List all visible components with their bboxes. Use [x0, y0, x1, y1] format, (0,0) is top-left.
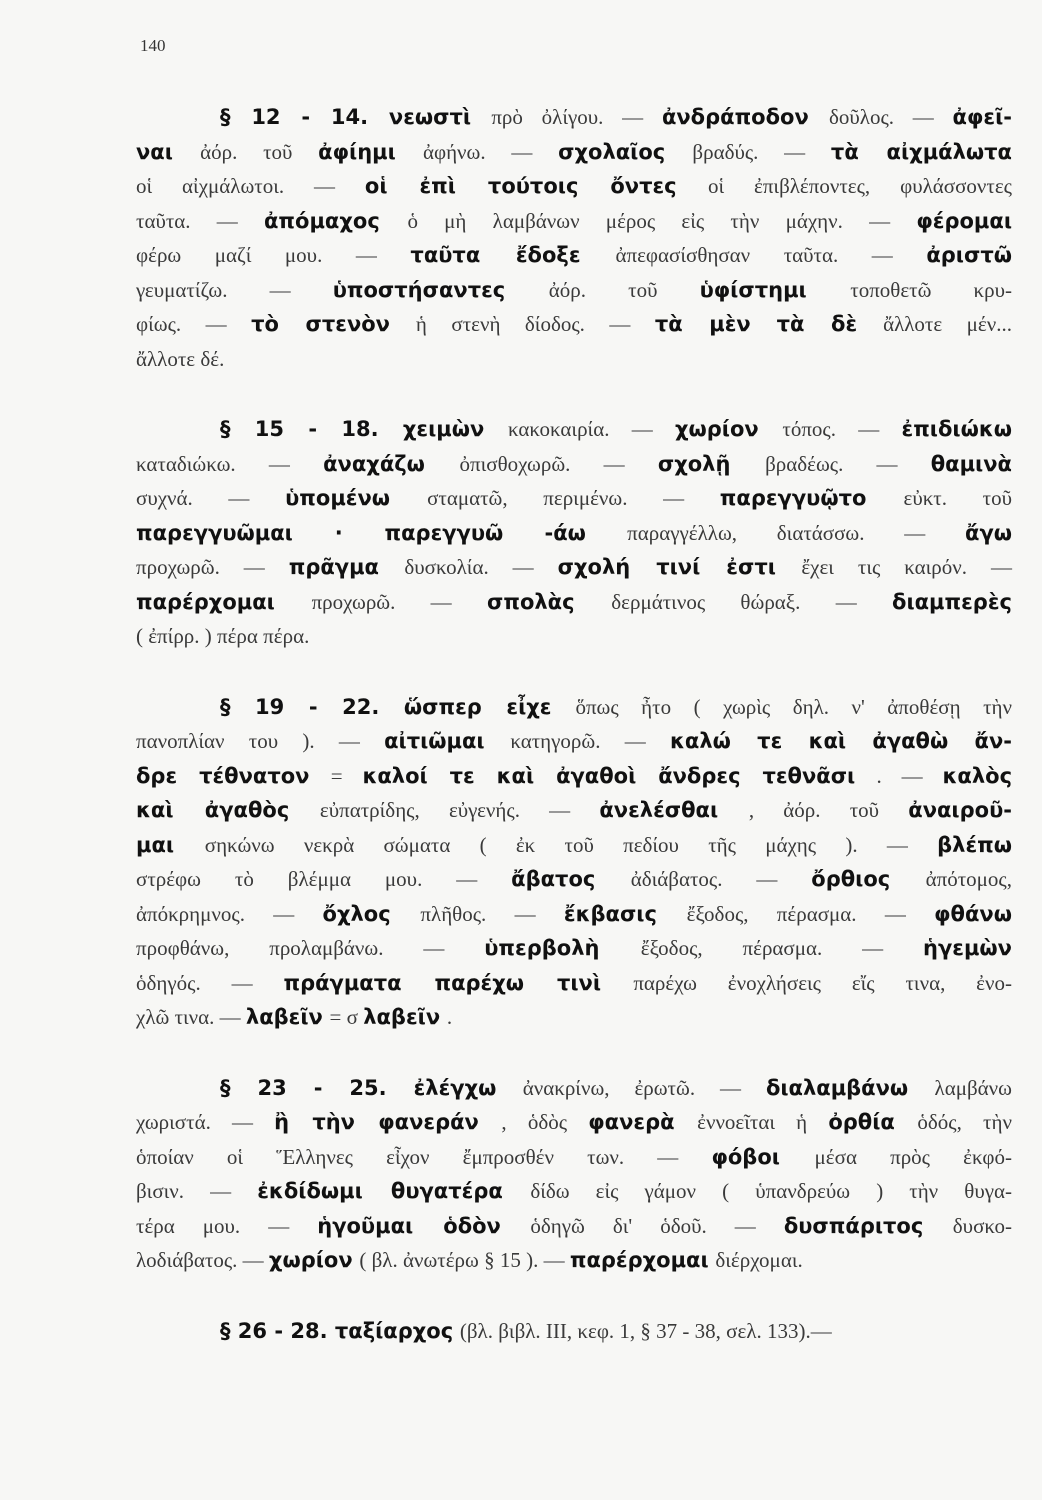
text-line	[136, 238, 1012, 273]
text-line	[136, 1140, 1012, 1175]
definition-text: λοδιάβατος. —	[136, 1248, 269, 1272]
headword: σχολή τινί ἐστι	[557, 555, 776, 579]
headword: σπολὰς	[486, 589, 575, 614]
definition-text: ἀόρ. τοῦ	[200, 139, 319, 164]
headword: ἡγοῦμαι ὁδὸν	[317, 1213, 501, 1238]
definition-text: προχωρῶ. —	[136, 555, 289, 579]
headword: τὰ δὲ	[776, 312, 858, 336]
definition-text: οἱ αἰχμάλωτοι. —	[136, 174, 365, 198]
headword: πρᾶγμα	[288, 555, 379, 579]
headword: παρέρχομαι	[136, 589, 275, 614]
definition-text: βραδύς. —	[692, 139, 831, 164]
definition-text: σηκώνω νεκρὰ σώματα ( ἐκ τοῦ πεδίου τῆς μάχης ). —	[204, 832, 938, 857]
text-line	[136, 135, 1012, 170]
definition-text: ὁ μὴ λαμβάνων μέρος εἰς τὴν μάχην. —	[407, 208, 917, 233]
definition-text: ἀπότομος,	[925, 867, 1012, 891]
headword: § 23 - 25. ἐλέγχω	[220, 1075, 497, 1100]
text-line	[136, 1105, 1012, 1140]
definition-text: .	[446, 1005, 453, 1029]
definition-text: προφθάνω, προλαμβάνω. —	[136, 936, 485, 960]
headword: ἀναιροῦ-	[908, 798, 1012, 822]
headword: ἀνελέσθαι	[599, 798, 719, 822]
headword: ἡγεμὼν	[923, 936, 1012, 960]
text-line	[136, 273, 1012, 308]
definition-text: συχνά. —	[136, 486, 286, 510]
headword: σχολαῖος	[558, 139, 666, 164]
text-line	[136, 412, 1012, 447]
headword: ἀναχάζω	[323, 451, 425, 476]
headword: χωρίον	[674, 417, 759, 441]
definition-text: παρέχω ἐνοχλήσεις εἴς τινα, ἐνο-	[633, 970, 1012, 995]
definition-text: δοῦλος. —	[828, 105, 953, 129]
definition-text: πρὸ ὀλίγου. —	[491, 105, 662, 129]
glossary-section	[136, 412, 1012, 654]
definition-text: εὐπατρίδης, εὐγενής. —	[319, 798, 600, 822]
headword: σχολῇ	[657, 451, 731, 476]
glossary-section	[136, 1314, 1012, 1349]
definition-text: ταῦτα. —	[136, 208, 264, 233]
text-line	[136, 724, 1012, 759]
headword: πράγματα παρέχω τινὶ	[283, 970, 602, 995]
definition-text: ἔξοδος, πέρασμα. —	[640, 936, 924, 960]
definition-text: τόπος. —	[782, 417, 902, 441]
definition-text: ἐννοεῖται ἡ	[697, 1110, 829, 1134]
headword: διαμπερὲς	[892, 589, 1012, 614]
headword: τὰ μὲν	[654, 312, 751, 336]
text-line	[136, 828, 1012, 863]
headword: ὑφίστημι	[699, 277, 807, 302]
definition-text: ὁδηγῶ δι' ὁδοῦ. —	[530, 1213, 784, 1238]
page-number: 140	[140, 36, 166, 55]
definition-text: ὅπως ἦτο ( χωρὶς δηλ. ν' ἀποθέσῃ τὴν	[575, 694, 1012, 719]
headword: ἐκδίδωμι θυγατέρα	[257, 1179, 503, 1203]
text-line	[136, 897, 1012, 932]
definition-text: οἱ ἐπιβλέποντες, φυλάσσοντες	[707, 174, 1012, 198]
text-line	[136, 447, 1012, 482]
headword: ὑπομένω	[285, 486, 391, 510]
text-line	[136, 1174, 1012, 1209]
headword: καὶ ἀγαθὸς	[136, 798, 290, 822]
definition-text: πλῆθος. —	[420, 901, 564, 926]
headword: καλοί τε καὶ ἀγαθοὶ ἄνδρες τεθνᾶσι	[362, 763, 856, 788]
text-line	[136, 793, 1012, 828]
headword: ναι	[136, 139, 173, 164]
definition-text: βραδέως. —	[765, 451, 931, 476]
headword: ἀπόμαχος	[264, 208, 380, 233]
definition-text: , ὁδὸς	[501, 1110, 589, 1134]
text-line	[136, 759, 1012, 794]
headword: τὰ αἰχμάλωτα	[830, 139, 1012, 164]
definition-text: εὐκτ. τοῦ	[903, 486, 1012, 510]
headword: ὑποστήσαντες	[332, 277, 506, 302]
text-line	[136, 550, 1012, 585]
headword: § 12 - 14. νεωστὶ	[220, 105, 472, 129]
headword: μαι	[136, 832, 175, 857]
headword: ἄγω	[965, 520, 1012, 545]
headword: ἐπιδιώκω	[901, 417, 1013, 441]
definition-text: στρέφω τὸ βλέμμα μου. —	[136, 867, 512, 891]
definition-text: ἀόρ. τοῦ	[548, 277, 700, 302]
headword: δρε τέθνατον	[136, 763, 310, 788]
definition-text: πανοπλίαν του ). —	[136, 729, 385, 753]
headword: ταῦτα ἔδοξε	[410, 243, 581, 267]
definition-text: προχωρῶ. —	[311, 589, 487, 614]
definition-text: ὁδός, τὴν	[917, 1110, 1012, 1134]
definition-text: ὁποίαν οἱ Ἕλληνες εἶχον ἔμπροσθέν των. —	[136, 1144, 712, 1169]
glossary-section	[136, 100, 1012, 376]
definition-text: , ἀόρ. τοῦ	[748, 798, 909, 822]
headword: οἱ ἐπὶ τούτοις ὄντες	[364, 174, 677, 198]
definition-text: χλῶ τινα. —	[136, 1005, 246, 1029]
definition-text: λαμβάνω	[934, 1075, 1012, 1100]
headword: ὀρθία	[828, 1110, 895, 1134]
headword: φανερὰ	[588, 1110, 675, 1134]
definition-text: κατηγορῶ. —	[510, 729, 670, 753]
definition-text: σταματῶ, περιμένω. —	[427, 486, 720, 510]
text-line	[136, 1209, 1012, 1244]
definition-text: ὁδηγός. —	[136, 970, 284, 995]
headword: ἀφεῖ-	[952, 105, 1012, 129]
glossary-section	[136, 690, 1012, 1035]
text-line	[136, 516, 1012, 551]
definition-text: ἀδιάβατος. —	[630, 867, 812, 891]
definition-text: δίδω εἰς γάμον ( ὑπανδρεύω ) τὴν θυγα-	[530, 1179, 1012, 1203]
text-line	[136, 1243, 1012, 1278]
text-line	[136, 342, 1012, 377]
text-line	[136, 1314, 1012, 1349]
definition-text: =	[330, 763, 363, 788]
definition-text: βισιν. —	[136, 1179, 258, 1203]
headword: § 19 - 22. ὥσπερ εἶχε	[220, 694, 552, 719]
headword: ἢ τὴν φανεράν	[274, 1110, 479, 1134]
definition-text: ὀπισθοχωρῶ. —	[459, 451, 658, 476]
headword: § 15 - 18. χειμὼν	[220, 417, 485, 441]
text-line	[136, 204, 1012, 239]
definition-text: ἔχει τις καιρόν. —	[801, 555, 1012, 579]
headword: θαμινὰ	[930, 451, 1012, 476]
headword: ἀριστῶ	[926, 243, 1012, 267]
headword: καλὸς	[942, 763, 1013, 788]
headword: βλέπω	[937, 832, 1012, 857]
glossary-body	[136, 100, 1012, 1384]
definition-text: ἔξοδος, πέρασμα. —	[686, 901, 935, 926]
headword: ὄρθιος	[811, 867, 891, 891]
definition-text: γευματίζω. —	[136, 277, 333, 302]
definition-text: ἄλλοτε μέν...	[883, 312, 1012, 336]
headword: χωρίον	[268, 1248, 353, 1272]
text-line	[136, 100, 1012, 135]
definition-text: ( ἐπίρρ. ) πέρα πέρα.	[136, 624, 310, 648]
definition-text: ἀφήνω. —	[422, 139, 559, 164]
text-line	[136, 307, 1012, 342]
headword: λαβεῖν	[363, 1005, 441, 1029]
definition-text: ἄλλοτε δέ.	[136, 346, 225, 371]
definition-text: διέρχομαι.	[715, 1248, 803, 1272]
text-line	[136, 481, 1012, 516]
headword: καλώ τε καὶ ἀγαθὼ ἄν-	[669, 729, 1012, 753]
headword: τὸ στενὸν	[251, 312, 390, 336]
headword: φέρομαι	[916, 208, 1012, 233]
definition-text: κακοκαιρία. —	[508, 417, 675, 441]
headword: ἀνδράποδον	[661, 105, 809, 129]
headword: παρέρχομαι	[569, 1248, 709, 1272]
headword: -άω	[544, 520, 586, 545]
text-line	[136, 585, 1012, 620]
text-line	[136, 1071, 1012, 1106]
headword: ἀφίημι	[318, 139, 396, 164]
definition-text: φίως. —	[136, 312, 252, 336]
definition-text: ἀπόκρημνος. —	[136, 901, 323, 926]
definition-text: τοποθετῶ κρυ-	[850, 277, 1012, 302]
definition-text: φέρω μαζί μου. —	[136, 243, 411, 267]
definition-text: παραγγέλλω, διατάσσω. —	[627, 520, 966, 545]
definition-text: ( βλ. ἀνωτέρω § 15 ). —	[359, 1248, 570, 1272]
definition-text: μέσα πρὸς ἐκφό-	[814, 1144, 1012, 1169]
definition-text: τέρα μου. —	[136, 1213, 318, 1238]
headword: παρεγγυῶμαι · παρεγγυῶ	[136, 520, 504, 545]
definition-text: ἡ στενὴ δίοδος. —	[415, 312, 655, 336]
definition-text: καταδιώκω. —	[136, 451, 324, 476]
headword: αἰτιῶμαι	[384, 729, 485, 753]
text-line	[136, 1000, 1012, 1035]
headword: § 26 - 28. ταξίαρχος	[220, 1318, 454, 1343]
headword: ἄβατος	[511, 867, 596, 891]
text-line	[136, 862, 1012, 897]
definition-text: . —	[876, 763, 943, 788]
definition-text: (βλ. βιβλ. III, κεφ. 1, § 37 - 38, σελ. 133).—	[459, 1318, 832, 1343]
text-line	[136, 690, 1012, 725]
headword: φόβοι	[711, 1144, 780, 1169]
definition-text: δυσκολία. —	[404, 555, 558, 579]
definition-text: δυσκο-	[952, 1213, 1013, 1238]
headword: διαλαμβάνω	[765, 1075, 909, 1100]
text-line	[136, 619, 1012, 654]
definition-text: χωριστά. —	[136, 1110, 275, 1134]
headword: δυσπάριτος	[783, 1213, 924, 1238]
text-line	[136, 931, 1012, 966]
headword: παρεγγυῷτο	[719, 486, 867, 510]
headword: ὄχλος	[322, 901, 391, 926]
definition-text: δερμάτινος θώραξ. —	[611, 589, 893, 614]
definition-text: = σ	[329, 1005, 364, 1029]
glossary-section	[136, 1071, 1012, 1278]
definition-text: ἀπεφασίσθησαν ταῦτα. —	[615, 243, 927, 267]
headword: λαβεῖν	[245, 1005, 323, 1029]
definition-text: ἀνακρίνω, ἐρωτῶ. —	[522, 1075, 766, 1100]
headword: ὑπερβολὴ	[484, 936, 600, 960]
headword: ἔκβασις	[563, 901, 657, 926]
headword: φθάνω	[934, 901, 1012, 926]
text-line	[136, 169, 1012, 204]
text-line	[136, 966, 1012, 1001]
